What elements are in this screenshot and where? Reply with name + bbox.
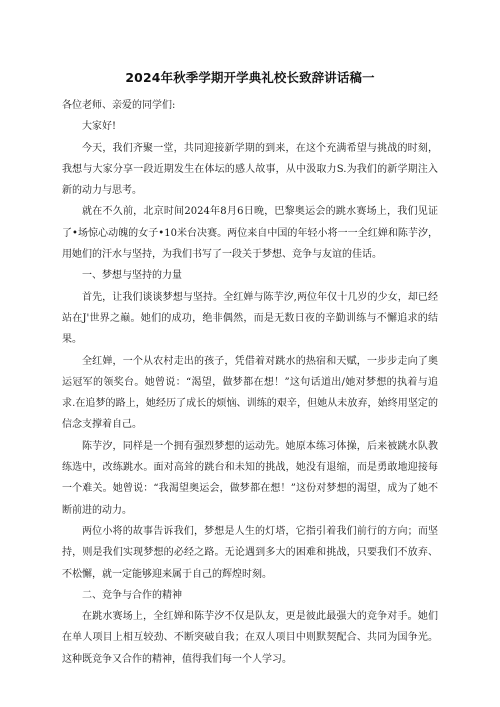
paragraph-olympic-event: 就在不久前，北京时间2024年8月6日晚，巴黎奥运会的跳水赛场上，我们见证了•场惊心动魄的女子•10米台决赛。两位来自中国的年轻小将一一全红婵和陈芋汐，用她们的汗水与坚持，为我们书写了一段关于梦想、竞争与友谊的佳话。 (62, 206, 438, 261)
section-heading-competition: 二、竞争与合作的精神 (82, 589, 182, 601)
paragraph-greeting-hello: 大家好! (82, 121, 117, 133)
paragraph-quan-hongchan: 全红婵，一个从农村走出的孩子，凭借着对跳水的热宿和天赋，一步步走向了奥运冠军的领奖台。她曾说：“渴望，做梦都在想！”这句话道出/她对梦想的执着与追求.在追梦的路上，她经历了成长的烦恼、训练的艰辛，但她从未放弃，始终用坚定的信念支撑着自己。 (62, 355, 438, 431)
paragraph-dream-lesson: 两位小将的故事告诉我们，梦想是人生的灯塔，它指引着我们前行的方向；而坚持，则是我们实现梦想的必经之路。无论遇到多大的困难和挑战，只要我们不放弃、不松懈，就一定能够迎来属于自己的辉煌时刻。 (62, 525, 438, 580)
paragraph-intro: 今天，我们齐聚一堂，共同迎接新学期的到来，在这个充满希望与挑战的时刻，我想与大家分享一段近期发生在体坛的感人故事，从中汲取力S.为我们的新学期注入新的动力与思考。 (62, 142, 438, 197)
document-title: 2024年秋季学期开学典礼校长致辞讲话稿一 (125, 70, 375, 85)
greeting-line: 各位老师、亲爱的同学们: (62, 100, 176, 111)
section-heading-dream: 一、梦想与坚持的力量 (82, 270, 182, 282)
paragraph-dream-intro: 首先，让我们谈谈梦想与坚持。全红婵与陈芋汐,两位年仅十几岁的少女，却已经站在J'世界之巅。她们的成功，绝非偶然，而是无数日夜的辛勤训练与不懈追求的结果。 (62, 291, 438, 346)
paragraph-competition: 在跳水赛场上，全红婵和陈芋汐不仅是队友，更是彼此最强大的竞争对手。她们在单人项目上相互较劲、不断突破自我；在双人项目中则默契配合、共同为国争光。这种既竞争又合作的精神，值得我们每一个人学习。 (62, 611, 438, 665)
paragraph-chen-yuxi: 陈芋汐，同样是一个拥有强烈梦想的运动先。她原本练习体操，后来被跳水队教练选中，改练跳水。面对高耸的跳台和未知的挑战，她没有退缩，而是勇敢地迎接每一个难关。她曾说：“我渴望奥运会，做梦都在想！”这份对梦想的渴望，成为了她不断前进的动力。 (62, 440, 438, 516)
